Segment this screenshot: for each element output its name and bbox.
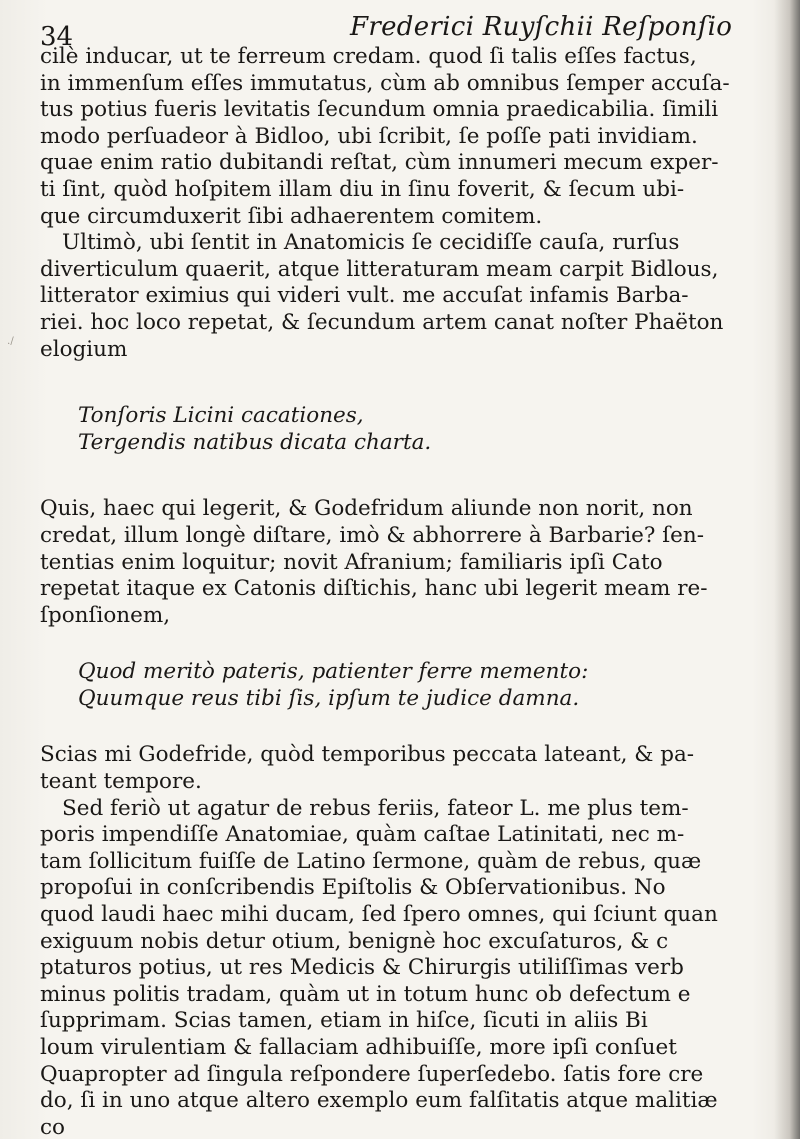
paragraph [40, 496, 782, 629]
verse-line: Tonſoris Licini cacationes, [78, 403, 364, 429]
page-header [40, 6, 760, 52]
text-line: Sed feriò ut agatur de rebus feriis, fateor L. me plus tem- [62, 795, 689, 821]
text-line: Ultimò, ubi ſentit in Anatomicis ſe cecidiſſe cauſa, rurſus [62, 230, 680, 256]
text-line: propoſui in conſcribendis Epiſtolis & Obſervationibus. No [40, 875, 666, 901]
verse-line: Quumque reus tibi ſis, ipſum te judice damna. [78, 685, 580, 711]
text-line: ſponſionem, [40, 602, 171, 628]
text-line: do, ſi in uno atque altero exemplo eum falſitatis atque malitiæ [40, 1088, 718, 1114]
text-line: quae enim ratio dubitandi reſtat, cùm innumeri mecum exper- [40, 150, 719, 176]
text-line: exiguum nobis detur otium, benignè hoc excuſaturos, & c [40, 928, 669, 954]
text-line: cilè inducar, ut te ferreum credam. quod ſi talis eſſes factus, [40, 44, 697, 69]
text-line: quod laudi haec mihi ducam, ſed ſpero omnes, qui ſciunt quan [40, 902, 718, 928]
paragraph [40, 742, 782, 795]
page-number: 34 [40, 22, 74, 52]
text-line: elogium [40, 336, 128, 362]
text-line: in immenſum eſſes immutatus, cùm ab omnibus ſemper accuſa- [40, 70, 730, 96]
paragraph [40, 230, 782, 363]
text-line: minus politis tradam, quàm ut in totum hunc ob defectum e [40, 981, 691, 1007]
text-line: riei. hoc loco repetat, & ſecundum artem canat noſter Phaëton [40, 309, 724, 335]
text-line: Quapropter ad ſingula reſpondere ſuperſedebo. ſatis fore cre [40, 1061, 704, 1087]
text-line: ti ſint, quòd hoſpitem illam diu in ſinu foverit, & ſecum ubi- [40, 176, 685, 202]
block-gap [40, 629, 782, 659]
block-gap [40, 712, 782, 742]
text-line: litterator eximius qui videri vult. me accuſat infamis Barba- [40, 283, 689, 309]
body-text [40, 44, 782, 1139]
text-line: Quis, haec qui legerit, & Godefridum aliunde non norit, non [40, 496, 693, 522]
text-line: credat, illum longè diſtare, imò & abhorrere à Barbarie? ſen- [40, 522, 705, 548]
text-line: ptaturos potius, ut res Medicis & Chirurgis utiliſſimas verb [40, 955, 684, 981]
verse-line: Quod meritò pateris, patienter ferre memento: [78, 659, 589, 685]
text-line: co [40, 1114, 65, 1139]
verse-quotation [40, 659, 782, 712]
block-gap [40, 363, 782, 403]
paragraph [40, 44, 782, 230]
running-title: Frederici Ruyſchii Reſponſio [350, 12, 733, 42]
page-edge-shadow [774, 0, 800, 1139]
text-line: Scias mi Godefride, quòd temporibus peccata lateant, & pa- [40, 742, 695, 768]
text-line: poris impendiſſe Anatomiae, quàm caſtae Latinitati, nec m- [40, 822, 685, 848]
verse-line: Tergendis natibus dicata charta. [78, 429, 432, 455]
text-line: tentias enim loquitur; novit Afranium; familiaris ipſi Cato [40, 549, 663, 575]
text-line: modo perſuadeor à Bidloo, ubi ſcribit, ſe poſſe pati invidiam. [40, 123, 698, 149]
text-line: diverticulum quaerit, atque litteraturam meam carpit Bidlous, [40, 256, 719, 282]
text-line: repetat itaque ex Catonis diſtichis, hanc ubi legerit meam re- [40, 576, 708, 602]
text-line: que circumduxerit ſibi adhaerentem comitem. [40, 203, 543, 229]
text-line: loum virulentiam & fallaciam adhibuiſſe, more ipſi conſuet [40, 1035, 677, 1060]
text-line: ſupprimam. Scias tamen, etiam in hiſce, ſicuti in aliis Bi [40, 1008, 648, 1034]
verse-quotation [40, 403, 782, 456]
text-line: tam ſollicitum fuiſſe de Latino ſermone, quàm de rebus, quæ [40, 848, 702, 874]
margin-mark: ․/ [7, 336, 14, 347]
paragraph [40, 796, 782, 1139]
text-line: tus potius fueris levitatis ſecundum omnia praedicabilia. ſimili [40, 97, 719, 123]
block-gap [40, 456, 782, 496]
text-line: teant tempore. [40, 769, 202, 795]
